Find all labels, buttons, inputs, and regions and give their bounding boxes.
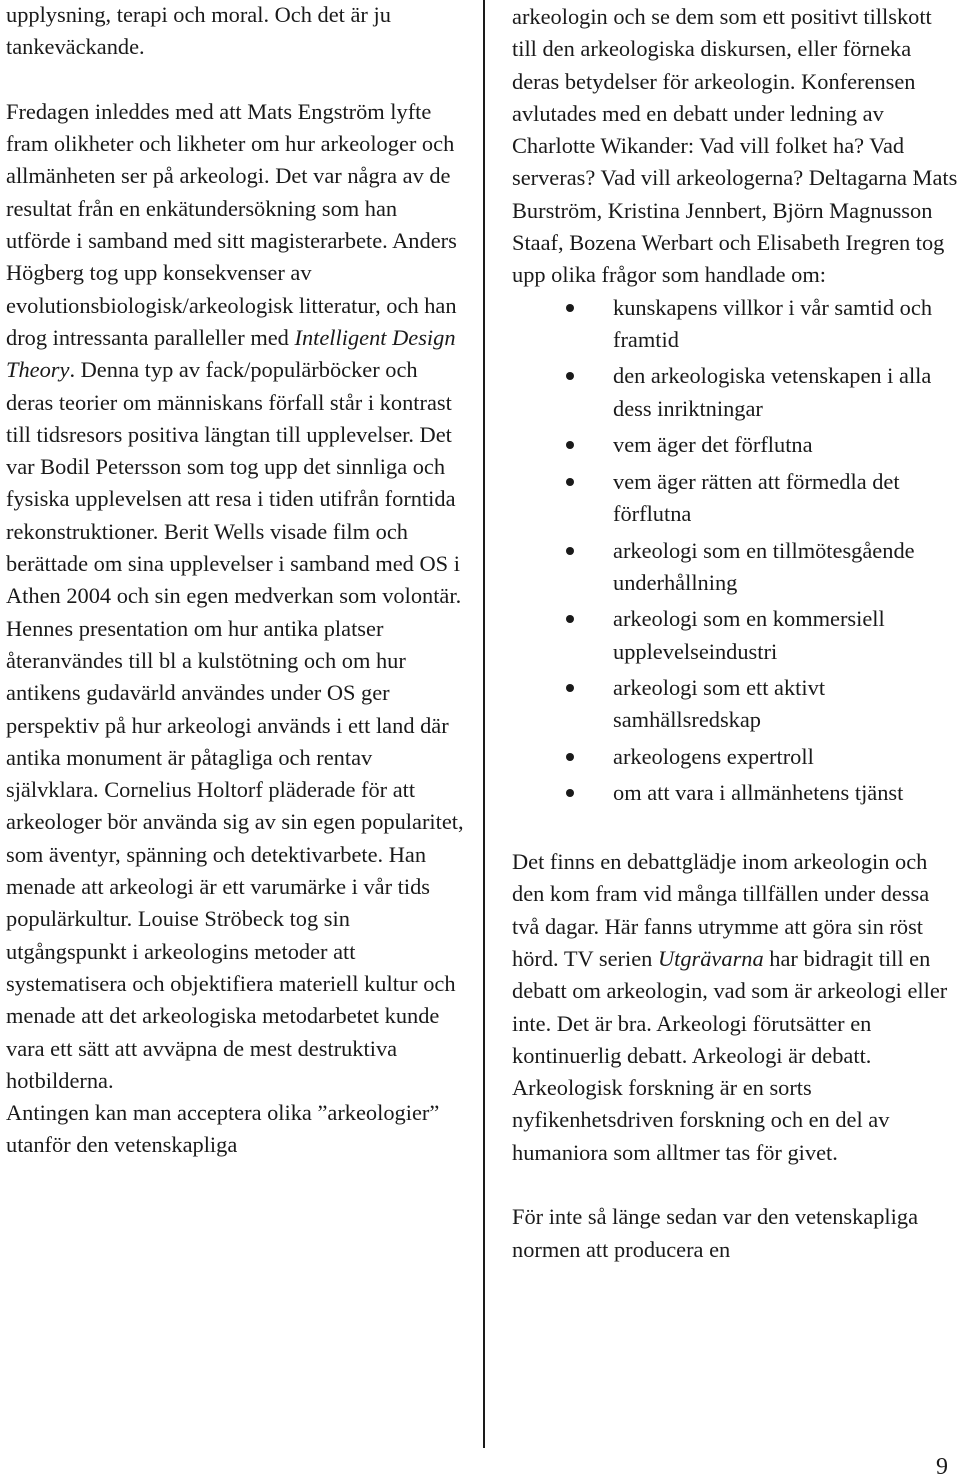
- paragraph: [512, 846, 960, 1169]
- bullet-icon: [566, 753, 574, 761]
- paragraph-text: Fredagen inleddes med att Mats Engström lyfte fram olikheter och likheter om hur arkeologer och allmänheten ser på arkeologi. Det var några av de resultat från en enkätundersökning som han utförde i samband med sitt magisterarbete. Anders Högberg tog upp konsekvenser av evolutionsbiologisk/arkeologisk litteratur, och han drog intressanta paralleller med: [6, 98, 457, 350]
- list-item: [512, 603, 960, 668]
- paragraph-gap: [6, 64, 464, 96]
- list-item: [512, 672, 960, 737]
- italic-title: Utgrävarna: [657, 946, 764, 971]
- list-item-text: den arkeologiska vetenskapen i alla dess inriktningar: [613, 363, 932, 421]
- bullet-icon: [566, 478, 574, 486]
- list-item-text: arkeologi som en kommersiell upplevelseindustri: [613, 606, 885, 664]
- list-item: [512, 741, 960, 773]
- left-column: [6, 0, 464, 1162]
- list-item-text: kunskapens villkor i vår samtid och framtid: [613, 294, 933, 352]
- bullet-icon: [566, 789, 574, 797]
- bullet-icon: [566, 547, 574, 555]
- list-item-text: vem äger det förflutna: [613, 432, 813, 458]
- bullet-icon: [566, 304, 574, 312]
- list-item-text: vem äger rätten att förmedla det förflutna: [613, 468, 900, 527]
- paragraph: upplysning, terapi och moral. Och det är ju tankeväckande.: [6, 2, 391, 60]
- list-item-text: arkeologi som ett aktivt samhällsredskap: [613, 675, 826, 733]
- list-item-text: arkeologens expertroll: [613, 743, 814, 769]
- paragraph: [6, 96, 464, 1097]
- column-divider: [483, 0, 485, 1448]
- list-item-text: arkeologi som en tillmötesgående underhållning: [613, 537, 915, 595]
- bullet-icon: [566, 372, 574, 380]
- bullet-list: [512, 292, 960, 810]
- paragraph-gap: [512, 814, 960, 846]
- bullet-icon: [566, 441, 574, 449]
- bullet-icon: [566, 684, 574, 692]
- paragraph: arkeologin och se dem som ett positivt tillskott till den arkeologiska diskursen, eller förneka deras betydelser för arkeologin. Konferensen avlutades med en debatt under ledning av Charlotte Wikander: Vad vill folket ha? Vad serveras? Vad vill arkeologerna? Deltagarna Mats Burström, Kristina Jennbert, Björn Magnusson Staaf, Bozena Werbart och Elisabeth Iregren tog upp olika frågor som handlade om:: [512, 4, 958, 288]
- list-item: [512, 292, 960, 357]
- paragraph-text: Det finns en debattglädje inom arkeologin och den kom fram vid många tillfällen under dessa två dagar. Här fanns utrymme att göra sin röst hörd. TV serien: [512, 849, 930, 971]
- paragraph: För inte så länge sedan var den vetenskapliga normen att producera en: [512, 1204, 919, 1262]
- paragraph-text: . Denna typ av fack/populärböcker och deras teorier om människans förfall står i kontrast till tidsresors positiva längtan till upplevelser. Det var Bodil Petersson som tog upp det sinnliga och fysiska upplevelsen att resa i tiden utifrån forntida rekonstruktioner. Berit Wells visade film och berättade om sina upplevelser i samband med OS i Athen 2004 och sin egen medverkan som volontär. Hennes presentation om hur antika platser återanvändes till bl a kulstötning och om hur antikens gudavärld användes under OS ger perspektiv på hur arkeologi används i ett land där antika monument är påtagliga och rentav självklara. Cornelius Holtorf pläderade för att arkeologer bör använda sig av sin egen popularitet, som äventyr, spänning och detektivarbete. Han menade att arkeologi är ett varumärke i vår tids populärkultur. Louise Ströbeck tog sin utgångspunkt i arkeologins metoder att systematisera och objektifiera materiell kultur och menade att det arkeologiska metodarbetet kunde vara ett sätt att avväpna de mest destruktiva hotbilderna.: [6, 357, 464, 1093]
- list-item-text: om att vara i allmänhetens tjänst: [613, 780, 904, 806]
- paragraph: Antingen kan man acceptera olika ”arkeologier” utanför den vetenskapliga: [6, 1100, 440, 1158]
- list-item: [512, 777, 960, 809]
- list-item: [512, 535, 960, 600]
- list-item: [512, 429, 960, 461]
- list-item: [512, 360, 960, 425]
- page-number: 9: [936, 1454, 948, 1480]
- right-column: [512, 1, 960, 1266]
- italic-title: Intelligent Design Theory: [6, 324, 456, 383]
- paragraph-gap: [512, 1169, 960, 1201]
- bullet-icon: [566, 615, 574, 623]
- paragraph-text: har bidragit till en debatt om arkeologin, vad som är arkeologi eller inte. Det är bra. Arkeologi förutsätter en kontinuerlig debatt. Arkeologi är debatt. Arkeologisk forskning är en sorts nyfikenhetsdriven forskning och en del av humaniora som alltmer tas för givet.: [512, 946, 948, 1165]
- list-item: [512, 466, 960, 531]
